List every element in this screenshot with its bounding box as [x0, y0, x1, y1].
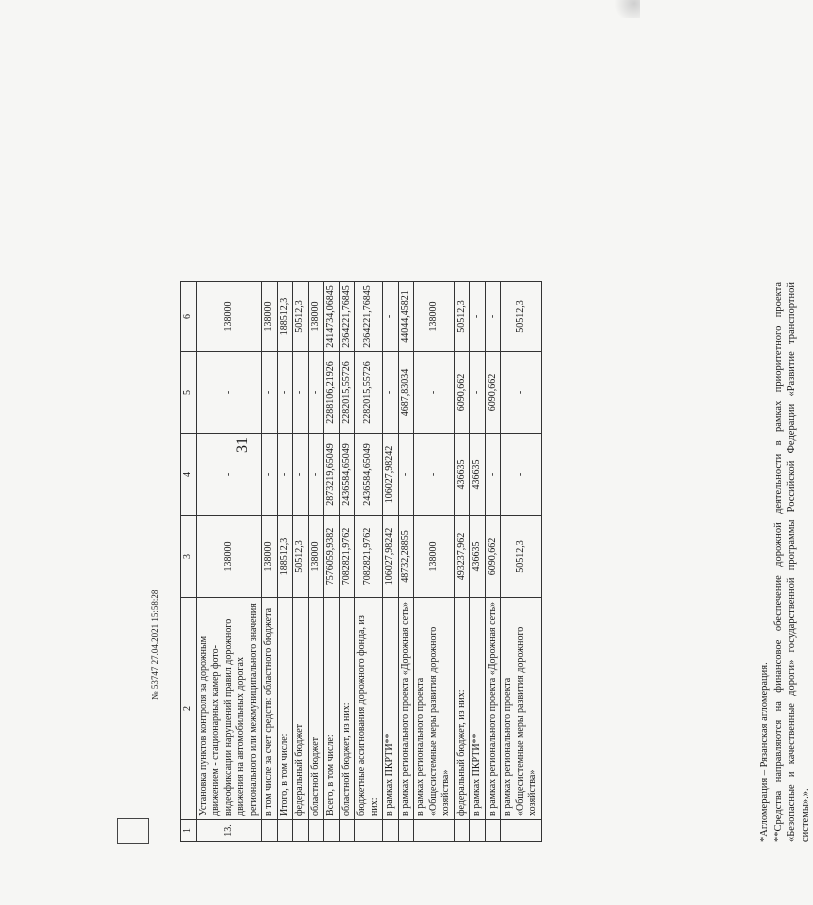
- header-col-1: 1: [181, 820, 197, 842]
- table-cell-col-5: -: [262, 352, 278, 434]
- rotated-document-sheet: [180, 62, 811, 842]
- table-cell-col-2: бюджетные ассигнования дорожного фонда, из них:: [355, 598, 383, 820]
- table-header-row: [181, 282, 197, 842]
- header-col-3: 3: [181, 516, 197, 598]
- table-cell-col-1: [293, 820, 309, 842]
- footnotes: [758, 282, 813, 842]
- table-cell-col-3: 50512,3: [501, 516, 542, 598]
- table-cell-col-1: 13.: [196, 820, 262, 842]
- table-cell-col-6: 138000: [414, 282, 455, 352]
- table-cell-col-2: Всего, в том числе:: [324, 598, 340, 820]
- table-row: [485, 282, 501, 842]
- table-row: [339, 282, 355, 842]
- table-cell-col-2: в рамках ПКРТИ**: [383, 598, 399, 820]
- table-cell-col-5: -: [383, 352, 399, 434]
- table-row: [383, 282, 399, 842]
- table-cell-col-6: 138000: [308, 282, 324, 352]
- table-cell-col-4: 2436584,65049: [355, 434, 383, 516]
- table-cell-col-5: -: [308, 352, 324, 434]
- footnote-agglomeration: *Агломерация – Рязанская агломерация.: [759, 662, 770, 842]
- table-cell-col-3: 6090,662: [485, 516, 501, 598]
- table-cell-col-5: -: [470, 352, 486, 434]
- table-cell-col-3: 493237,962: [454, 516, 470, 598]
- table-cell-col-3: 138000: [308, 516, 324, 598]
- table-cell-col-4: 436635: [470, 434, 486, 516]
- table-cell-col-5: -: [277, 352, 293, 434]
- table-cell-col-2: в рамках ПКРТИ**: [470, 598, 486, 820]
- table-cell-col-1: [339, 820, 355, 842]
- table-cell-col-3: 138000: [262, 516, 278, 598]
- table-cell-col-2: Установка пунктов контроля за дорожным движением - стационарных камер фото-видеофиксации нарушений правил дорожного движения на автомобильных дорогах регионального или межмуниципального значения: [196, 598, 262, 820]
- table-cell-col-1: [355, 820, 383, 842]
- table-cell-col-2: в рамках регионального проекта «Общесистемные меры развития дорожного хозяйства»: [414, 598, 455, 820]
- table-cell-col-4: -: [308, 434, 324, 516]
- table-cell-col-1: [501, 820, 542, 842]
- table-cell-col-3: 188512,3: [277, 516, 293, 598]
- table-body: [196, 282, 541, 842]
- registration-stamp-text: № 53747 27.04.2021 15:58:28: [150, 589, 160, 700]
- table-cell-col-4: -: [414, 434, 455, 516]
- table-cell-col-1: [470, 820, 486, 842]
- table-cell-col-6: 50512,3: [293, 282, 309, 352]
- table-cell-col-4: 2436584,65049: [339, 434, 355, 516]
- table-cell-col-1: [308, 820, 324, 842]
- table-cell-col-4: 2873219,65049: [324, 434, 340, 516]
- table-row: [470, 282, 486, 842]
- table-cell-col-6: 138000: [262, 282, 278, 352]
- table-cell-col-3: 7082821,9762: [339, 516, 355, 598]
- table-cell-col-6: 2364221,76845: [339, 282, 355, 352]
- table-cell-col-4: 436635: [454, 434, 470, 516]
- table-cell-col-2: в рамках регионального проекта «Общесистемные меры развития дорожного хозяйства»: [501, 598, 542, 820]
- table-cell-col-4: -: [262, 434, 278, 516]
- table-cell-col-3: 138000: [196, 516, 262, 598]
- table-cell-col-3: 7576059,9382: [324, 516, 340, 598]
- table-cell-col-3: 48732,28855: [398, 516, 414, 598]
- table-cell-col-1: [454, 820, 470, 842]
- table-cell-col-4: -: [196, 434, 262, 516]
- table-cell-col-5: 6090,662: [485, 352, 501, 434]
- table-cell-col-1: [383, 820, 399, 842]
- table-row: [454, 282, 470, 842]
- table-cell-col-1: [485, 820, 501, 842]
- table-cell-col-6: -: [485, 282, 501, 352]
- table-cell-col-1: [398, 820, 414, 842]
- table-cell-col-5: 6090,662: [454, 352, 470, 434]
- table-cell-col-5: -: [293, 352, 309, 434]
- table-row: [293, 282, 309, 842]
- table-cell-col-1: [414, 820, 455, 842]
- page-number: 31: [234, 437, 251, 453]
- header-col-2: 2: [181, 598, 197, 820]
- budget-table: [180, 281, 542, 842]
- table-row: [262, 282, 278, 842]
- table-row: [308, 282, 324, 842]
- table-cell-col-4: -: [277, 434, 293, 516]
- table-cell-col-4: -: [501, 434, 542, 516]
- table-cell-col-3: 138000: [414, 516, 455, 598]
- table-cell-col-6: 50512,3: [501, 282, 542, 352]
- table-cell-col-6: 50512,3: [454, 282, 470, 352]
- table-cell-col-3: 50512,3: [293, 516, 309, 598]
- header-col-4: 4: [181, 434, 197, 516]
- table-cell-col-5: 2288106,21926: [324, 352, 340, 434]
- table-cell-col-6: 188512,3: [277, 282, 293, 352]
- table-row: [277, 282, 293, 842]
- table-row: [414, 282, 455, 842]
- table-row: [501, 282, 542, 842]
- table-cell-col-1: [262, 820, 278, 842]
- table-cell-col-2: федеральный бюджет: [293, 598, 309, 820]
- table-cell-col-4: 106027,98242: [383, 434, 399, 516]
- table-cell-col-6: 2414734,06845: [324, 282, 340, 352]
- table-cell-col-6: -: [470, 282, 486, 352]
- table-cell-col-5: -: [196, 352, 262, 434]
- table-row: [398, 282, 414, 842]
- header-col-6: 6: [181, 282, 197, 352]
- table-row: [324, 282, 340, 842]
- table-cell-col-1: [277, 820, 293, 842]
- table-cell-col-4: -: [398, 434, 414, 516]
- registration-stamp-mark: [117, 818, 149, 844]
- scan-corner-shadow: [610, 0, 640, 18]
- table-cell-col-1: [324, 820, 340, 842]
- table-cell-col-4: -: [485, 434, 501, 516]
- table-cell-col-5: 4687,83034: [398, 352, 414, 434]
- table-cell-col-5: 2282015,55726: [339, 352, 355, 434]
- footnote-funding: **Средства направляются на финансовое обеспечение дорожной деятельности в рамках приоритетного проекта «Безопасные и качественные дороги» государственной программы Российской Федерации «Развитие транспортной системы».».: [772, 282, 811, 842]
- table-cell-col-6: -: [383, 282, 399, 352]
- table-cell-col-2: в рамках регионального проекта «Дорожная сеть»: [398, 598, 414, 820]
- table-cell-col-6: 138000: [196, 282, 262, 352]
- table-row: [355, 282, 383, 842]
- table-cell-col-5: -: [414, 352, 455, 434]
- table-cell-col-2: Итого, в том числе:: [277, 598, 293, 820]
- table-cell-col-2: в том числе за счет средств: областного бюджета: [262, 598, 278, 820]
- table-cell-col-5: 2282015,55726: [355, 352, 383, 434]
- table-cell-col-6: 2364221,76845: [355, 282, 383, 352]
- table-cell-col-2: в рамках регионального проекта «Дорожная сеть»: [485, 598, 501, 820]
- table-cell-col-5: -: [501, 352, 542, 434]
- table-cell-col-2: областной бюджет, из них:: [339, 598, 355, 820]
- table-cell-col-3: 106027,98242: [383, 516, 399, 598]
- header-col-5: 5: [181, 352, 197, 434]
- table-cell-col-3: 436635: [470, 516, 486, 598]
- table-row: [196, 282, 262, 842]
- table-cell-col-2: областной бюджет: [308, 598, 324, 820]
- table-cell-col-3: 7082821,9762: [355, 516, 383, 598]
- table-cell-col-2: федеральный бюджет, из них:: [454, 598, 470, 820]
- table-cell-col-4: -: [293, 434, 309, 516]
- table-cell-col-6: 44044,45821: [398, 282, 414, 352]
